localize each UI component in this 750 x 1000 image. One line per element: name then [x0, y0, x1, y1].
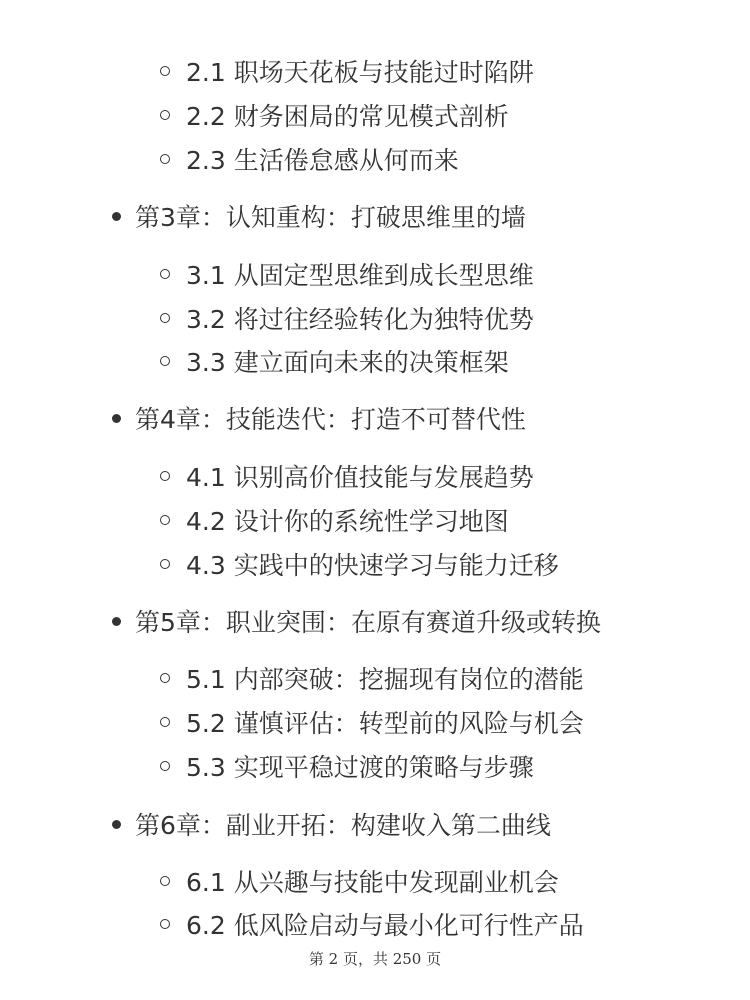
circle-bullet-icon — [160, 356, 170, 366]
circle-bullet-icon — [160, 515, 170, 525]
toc-chapter-label: 第4章：技能迭代：打造不可替代性 — [135, 405, 526, 434]
circle-bullet-icon — [160, 110, 170, 120]
toc-chapter-label: 第3章：认知重构：打破思维里的墙 — [135, 203, 526, 232]
circle-bullet-icon — [160, 559, 170, 569]
toc-section-3-1[interactable] — [160, 254, 534, 294]
toc-section-2-3[interactable] — [160, 139, 459, 179]
disc-bullet-icon — [112, 414, 121, 423]
circle-bullet-icon — [160, 673, 170, 683]
toc-section-label: 5.3 实现平稳过渡的策略与步骤 — [186, 753, 534, 782]
toc-section-label: 6.1 从兴趣与技能中发现副业机会 — [186, 868, 559, 897]
toc-section-label: 3.2 将过往经验转化为独特优势 — [186, 305, 534, 334]
circle-bullet-icon — [160, 154, 170, 164]
page-number-footer: 第 2 页，共 250 页 — [308, 950, 442, 968]
toc-chapter-label: 第5章：职业突围：在原有赛道升级或转换 — [135, 608, 601, 637]
circle-bullet-icon — [160, 717, 170, 727]
toc-section-6-1[interactable] — [160, 861, 559, 901]
toc-chapter-4[interactable] — [112, 398, 526, 438]
circle-bullet-icon — [160, 66, 170, 76]
toc-section-5-3[interactable] — [160, 746, 534, 786]
toc-section-6-2[interactable] — [160, 904, 584, 944]
toc-chapter-5[interactable] — [112, 601, 601, 641]
toc-section-3-2[interactable] — [160, 298, 534, 338]
toc-section-label: 2.3 生活倦怠感从何而来 — [186, 146, 459, 175]
toc-chapter-6[interactable] — [112, 804, 551, 844]
toc-section-label: 3.3 建立面向未来的决策框架 — [186, 348, 509, 377]
toc-section-5-2[interactable] — [160, 702, 584, 742]
disc-bullet-icon — [112, 820, 121, 829]
toc-chapter-label: 第6章：副业开拓：构建收入第二曲线 — [135, 811, 551, 840]
circle-bullet-icon — [160, 471, 170, 481]
circle-bullet-icon — [160, 269, 170, 279]
toc-section-3-3[interactable] — [160, 341, 509, 381]
toc-section-4-1[interactable] — [160, 456, 534, 496]
toc-section-label: 5.1 内部突破：挖掘现有岗位的潜能 — [186, 665, 584, 694]
toc-section-label: 4.1 识别高价值技能与发展趋势 — [186, 463, 534, 492]
toc-section-5-1[interactable] — [160, 658, 584, 698]
toc-section-2-2[interactable] — [160, 95, 509, 135]
toc-section-label: 3.1 从固定型思维到成长型思维 — [186, 261, 534, 290]
toc-section-label: 4.2 设计你的系统性学习地图 — [186, 507, 509, 536]
toc-chapter-3[interactable] — [112, 196, 526, 236]
toc-section-label: 2.2 财务困局的常见模式剖析 — [186, 102, 509, 131]
toc-section-label: 6.2 低风险启动与最小化可行性产品 — [186, 911, 584, 940]
circle-bullet-icon — [160, 761, 170, 771]
toc-section-2-1[interactable] — [160, 51, 534, 91]
circle-bullet-icon — [160, 313, 170, 323]
toc-section-label: 4.3 实践中的快速学习与能力迁移 — [186, 551, 559, 580]
toc-section-4-2[interactable] — [160, 500, 509, 540]
disc-bullet-icon — [112, 617, 121, 626]
toc-section-label: 2.1 职场天花板与技能过时陷阱 — [186, 58, 534, 87]
toc-section-4-3[interactable] — [160, 544, 559, 584]
circle-bullet-icon — [160, 876, 170, 886]
toc-section-label: 5.2 谨慎评估：转型前的风险与机会 — [186, 709, 584, 738]
circle-bullet-icon — [160, 919, 170, 929]
disc-bullet-icon — [112, 212, 121, 221]
